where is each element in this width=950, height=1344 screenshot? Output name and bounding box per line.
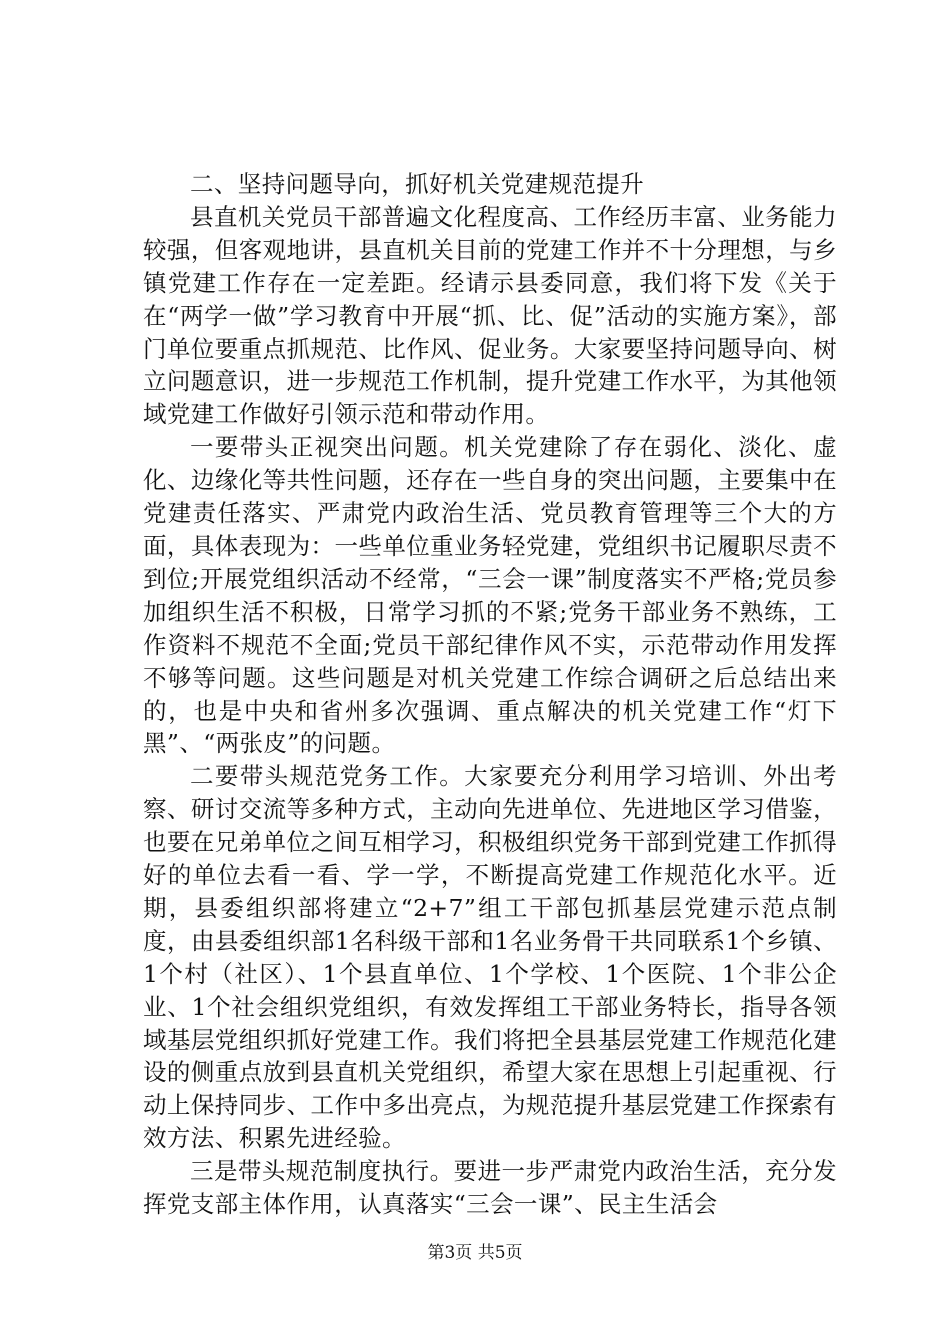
paragraph-1: 县直机关党员干部普遍文化程度高、工作经历丰富、业务能力较强，但客观地讲，县直机关目前的党建工作并不十分理想，与乡镇党建工作存在一定差距。经请示县委同意，我们将下发《关于在“两学一做”学习教育中开展“抓、比、促”活动的实施方案》，部门单位要重点抓规范、比作风、促业务。大家要坚持问题导向、树立问题意识，进一步规范工作机制，提升党建工作水平，为其他领域党建工作做好引领示范和带动作用。 bbox=[143, 202, 837, 429]
section-heading: 二、坚持问题导向，抓好机关党建规范提升 bbox=[190, 170, 645, 198]
page-number-footer: 第3页 共5页 bbox=[427, 1243, 523, 1263]
paragraph-4: 三是带头规范制度执行。要进一步严肃党内政治生活，充分发挥党支部主体作用，认真落实“三会一课”、民主生活会 bbox=[143, 1157, 837, 1219]
paragraph-3: 二要带头规范党务工作。大家要充分利用学习培训、外出考察、研讨交流等多种方式，主动向先进单位、先进地区学习借鉴，也要在兄弟单位之间互相学习，积极组织党务干部到党建工作抓得好的单位去看一看、学一学，不断提高党建工作规范化水平。近期，县委组织部将建立“2+7”组工干部包抓基层党建示范点制度，由县委组织部1名科级干部和1名业务骨干共同联系1个乡镇、1个村（社区）、1个县直单位、1个学校、1个医院、1个非公企业、1个社会组织党组织，有效发挥组工干部业务特长，指导各领域基层党组织抓好党建工作。我们将把全县基层党建工作规范化建设的侧重点放到县直机关党组织，希望大家在思想上引起重视、行动上保持同步、工作中多出亮点，为规范提升基层党建工作探索有效方法、积累先进经验。 bbox=[143, 762, 837, 1153]
document-body bbox=[143, 168, 837, 1221]
paragraph-2: 一要带头正视突出问题。机关党建除了存在弱化、淡化、虚化、边缘化等共性问题，还存在一些自身的突出问题，主要集中在党建责任落实、严肃党内政治生活、党员教育管理等三个大的方面，具体表现为：一些单位重业务轻党建，党组织书记履职尽责不到位;开展党组织活动不经常，“三会一课”制度落实不严格;党员参加组织生活不积极，日常学习抓的不紧;党务干部业务不熟练，工作资料不规范不全面;党员干部纪律作风不实，示范带动作用发挥不够等问题。这些问题是对机关党建工作综合调研之后总结出来的，也是中央和省州多次强调、重点解决的机关党建工作“灯下黑”、“两张皮”的问题。 bbox=[143, 433, 837, 758]
